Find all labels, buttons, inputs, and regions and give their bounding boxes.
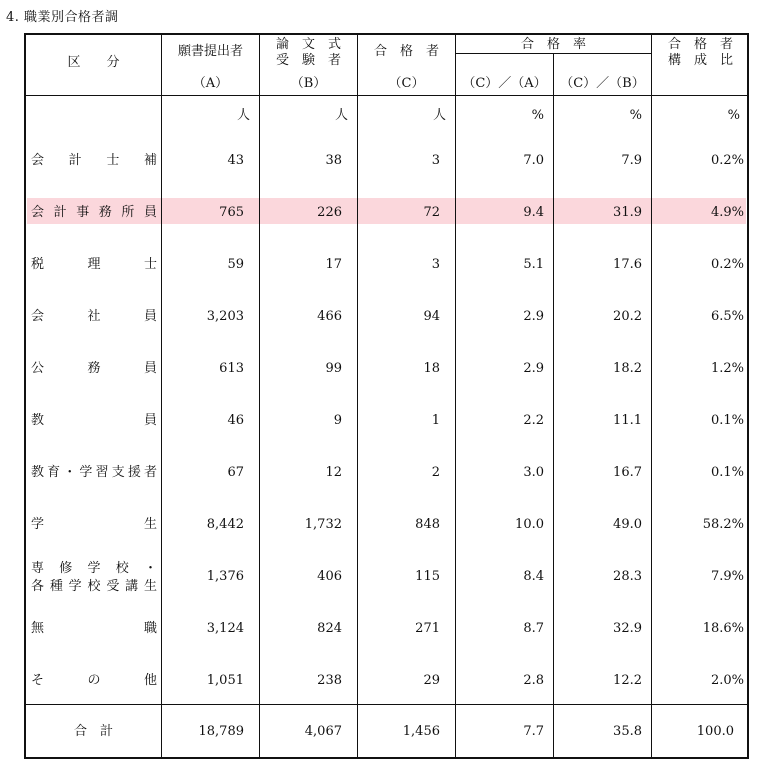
cell-rate-ca: 5.1 — [523, 257, 544, 272]
cell-composition: 0.1% — [710, 465, 744, 480]
row-label: 教 育 ・ 学 習 支 援 者 — [31, 465, 157, 480]
cell-composition: 0.2% — [710, 257, 744, 272]
total-rate-ca: 7.7 — [523, 724, 544, 739]
unit-people: 人 — [236, 108, 250, 123]
cell-examinees: 38 — [325, 153, 342, 168]
cell-passers: 115 — [415, 569, 440, 584]
cell-rate-ca: 7.0 — [523, 153, 544, 168]
cell-passers: 1 — [431, 413, 440, 428]
cell-applicants: 8,442 — [206, 517, 244, 532]
cell-rate-cb: 12.2 — [613, 673, 642, 688]
cell-composition: 7.9% — [710, 569, 744, 584]
cell-rate-ca: 8.7 — [523, 621, 544, 636]
cell-examinees: 12 — [325, 465, 342, 480]
total-composition: 100.0 — [696, 724, 734, 739]
row-label: 会 社 員 — [31, 309, 157, 324]
header-rate-ca: （C）／（A） — [462, 76, 547, 91]
header-essay-key: （B） — [290, 76, 327, 91]
row-label: 会 計 事 務 所 員 — [31, 205, 157, 220]
unit-percent: % — [531, 108, 544, 123]
row-label: 税 理 士 — [31, 257, 157, 272]
unit-percent: % — [727, 108, 740, 123]
cell-applicants: 613 — [219, 361, 244, 376]
cell-passers: 72 — [423, 205, 440, 220]
rate-header-divider — [455, 53, 652, 54]
cell-rate-cb: 32.9 — [613, 621, 642, 636]
col-divider — [651, 35, 652, 757]
cell-examinees: 17 — [325, 257, 342, 272]
table-title: 4. 職業別合格者調 — [6, 10, 119, 25]
cell-composition: 2.0% — [710, 673, 744, 688]
header-essay-line1: 論 文 式 — [275, 37, 341, 52]
cell-passers: 3 — [431, 257, 440, 272]
total-top-line — [26, 704, 747, 705]
cell-applicants: 67 — [227, 465, 244, 480]
cell-rate-cb: 7.9 — [621, 153, 642, 168]
table-frame — [24, 33, 749, 759]
cell-rate-cb: 20.2 — [613, 309, 642, 324]
cell-rate-cb: 11.1 — [613, 413, 642, 428]
cell-passers: 29 — [423, 673, 440, 688]
col-divider — [455, 35, 456, 757]
cell-rate-cb: 18.2 — [613, 361, 642, 376]
cell-passers: 848 — [415, 517, 440, 532]
row-label: そ の 他 — [31, 673, 157, 688]
row-label: 専 修 学 校 ・ — [31, 561, 157, 576]
cell-applicants: 43 — [227, 153, 244, 168]
col-divider — [259, 35, 260, 757]
cell-passers: 271 — [415, 621, 440, 636]
cell-passers: 3 — [431, 153, 440, 168]
header-applicants: 願書提出者 — [177, 44, 243, 59]
total-passers: 1,456 — [402, 724, 440, 739]
cell-composition: 18.6% — [702, 621, 744, 636]
col-divider — [357, 35, 358, 757]
cell-examinees: 824 — [317, 621, 342, 636]
total-rate-cb: 35.8 — [613, 724, 642, 739]
header-rate: 合 格 率 — [520, 37, 586, 52]
cell-composition: 6.5% — [710, 309, 744, 324]
header-category: 区 分 — [67, 55, 120, 70]
cell-rate-cb: 17.6 — [613, 257, 642, 272]
cell-examinees: 226 — [317, 205, 342, 220]
header-rate-cb: （C）／（B） — [560, 76, 645, 91]
cell-rate-ca: 9.4 — [523, 205, 544, 220]
total-label: 合 計 — [73, 724, 113, 739]
cell-examinees: 466 — [317, 309, 342, 324]
cell-examinees: 1,732 — [304, 517, 342, 532]
row-label: 公 務 員 — [31, 361, 157, 376]
row-label: 会 計 士 補 — [31, 153, 157, 168]
cell-examinees: 99 — [325, 361, 342, 376]
cell-applicants: 765 — [219, 205, 244, 220]
unit-percent: % — [629, 108, 642, 123]
cell-applicants: 3,124 — [206, 621, 244, 636]
row-label: 教 員 — [31, 413, 157, 428]
cell-rate-ca: 3.0 — [523, 465, 544, 480]
header-bottom-line — [26, 95, 747, 96]
cell-passers: 18 — [423, 361, 440, 376]
cell-examinees: 238 — [317, 673, 342, 688]
cell-examinees: 406 — [317, 569, 342, 584]
cell-rate-cb: 28.3 — [613, 569, 642, 584]
row-label: 学 生 — [31, 517, 157, 532]
cell-examinees: 9 — [333, 413, 342, 428]
header-passers-key: （C） — [388, 76, 425, 91]
total-applicants: 18,789 — [198, 724, 244, 739]
cell-applicants: 3,203 — [206, 309, 244, 324]
cell-rate-cb: 16.7 — [613, 465, 642, 480]
cell-rate-ca: 2.2 — [523, 413, 544, 428]
cell-composition: 4.9% — [710, 205, 744, 220]
cell-composition: 1.2% — [710, 361, 744, 376]
header-composition-line2: 構 成 比 — [667, 53, 733, 68]
cell-rate-ca: 2.9 — [523, 361, 544, 376]
cell-applicants: 1,051 — [206, 673, 244, 688]
header-applicants-key: （A） — [192, 76, 229, 91]
cell-composition: 58.2% — [702, 517, 744, 532]
row-label: 無 職 — [31, 621, 157, 636]
cell-composition: 0.1% — [710, 413, 744, 428]
header-passers: 合 格 者 — [373, 44, 439, 59]
unit-people: 人 — [432, 108, 446, 123]
cell-rate-cb: 31.9 — [613, 205, 642, 220]
cell-applicants: 59 — [227, 257, 244, 272]
cell-passers: 94 — [423, 309, 440, 324]
cell-rate-ca: 10.0 — [515, 517, 544, 532]
cell-rate-ca: 2.8 — [523, 673, 544, 688]
row-label: 各 種 学 校 受 講 生 — [31, 579, 157, 594]
col-divider — [161, 35, 162, 757]
cell-rate-ca: 2.9 — [523, 309, 544, 324]
header-essay-line2: 受 験 者 — [275, 53, 341, 68]
cell-composition: 0.2% — [710, 153, 744, 168]
cell-rate-ca: 8.4 — [523, 569, 544, 584]
total-examinees: 4,067 — [304, 724, 342, 739]
unit-people: 人 — [334, 108, 348, 123]
cell-applicants: 1,376 — [206, 569, 244, 584]
cell-rate-cb: 49.0 — [613, 517, 642, 532]
cell-passers: 2 — [431, 465, 440, 480]
header-composition-line1: 合 格 者 — [667, 37, 733, 52]
cell-applicants: 46 — [227, 413, 244, 428]
